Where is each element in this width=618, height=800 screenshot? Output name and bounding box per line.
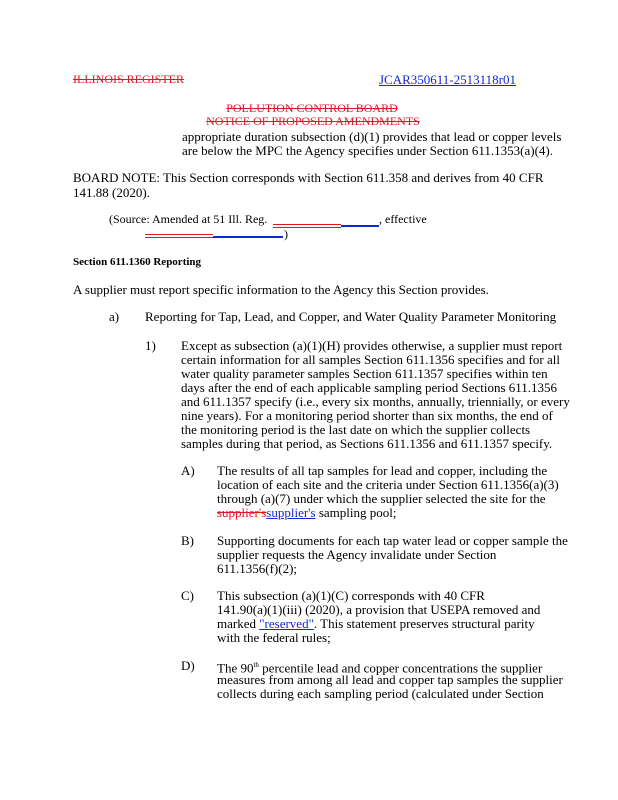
item-C-line-4: with the federal rules; <box>217 630 331 645</box>
item-D-line-1-tail: percentile lead and copper concentrations the supplier <box>258 660 543 676</box>
item-A-label: A) <box>181 463 195 478</box>
item-A-tail: sampling pool; <box>315 505 397 520</box>
item-1-line: water quality parameter samples Section 611.1357 specifies within ten <box>181 366 548 381</box>
deleted-text: supplier's <box>217 505 267 520</box>
item-C-line-3-tail: . This statement preserves structural parity <box>313 616 535 631</box>
item-C-label: C) <box>181 588 194 603</box>
jcar-code: JCAR350611-2513118r01 <box>379 72 516 87</box>
board-name: POLLUTION CONTROL BOARD <box>226 101 398 115</box>
section-heading: Section 611.1360 Reporting <box>73 256 202 268</box>
board-note-line-1: BOARD NOTE: This Section corresponds with Section 611.358 and derives from 40 CFR <box>73 170 544 185</box>
source-prefix: (Source: Amended at 51 Ill. Reg. <box>109 212 268 226</box>
item-C-line-3-prefix: marked <box>217 616 260 631</box>
item-D-line-2: measures from among all lead and copper tap samples the supplier <box>217 672 563 687</box>
item-1-line: samples during that period, as Sections 611.1356 and 611.1357 specify. <box>181 436 553 451</box>
item-D-line-3: collects during each sampling period (calculated under Section <box>217 686 544 701</box>
item-D-line-1-prefix: The 90 <box>217 660 254 676</box>
intro-text: A supplier must report specific information to the Agency this Section provides. <box>73 282 489 297</box>
source-suffix: , effective <box>379 212 427 226</box>
item-A-line: location of each site and the criteria under Section 611.1356(a)(3) <box>217 477 559 492</box>
item-1-line: days after the end of each applicable sampling period Sections 611.1356 <box>181 380 558 395</box>
source-date-red-1 <box>145 234 213 235</box>
item-A-line-4 <box>217 505 396 520</box>
item-B-label: B) <box>181 533 194 548</box>
source-close: ) <box>284 227 288 241</box>
item-B-line: 611.1356(f)(2); <box>217 561 298 576</box>
item-1-line: nine years). For a monitoring period shorter than six months, the end of <box>181 408 553 423</box>
inserted-text: "reserved" <box>259 616 314 631</box>
item-B-line: supplier requests the Agency invalidate under Section <box>217 547 497 562</box>
item-1-label: 1) <box>145 338 156 353</box>
subsection-a-label: a) <box>109 309 120 324</box>
item-D-label: D) <box>181 658 195 673</box>
notice-title: NOTICE OF PROPOSED AMENDMENTS <box>206 114 420 128</box>
continuation-line-2: are below the MPC the Agency specifies under Section 611.1353(a)(4). <box>182 143 554 158</box>
register-header: ILLINOIS REGISTER <box>73 72 184 86</box>
source-date-red-2 <box>145 237 213 238</box>
item-B-line: Supporting documents for each tap water lead or copper sample the <box>217 533 568 548</box>
board-note-line-2: 141.88 (2020). <box>73 185 150 200</box>
source-blank-blue <box>341 225 379 227</box>
item-A-line: The results of all tap samples for lead and copper, including the <box>217 463 548 478</box>
continuation-line-1: appropriate duration subsection (d)(1) provides that lead or copper levels <box>182 129 562 144</box>
item-C-line-3 <box>217 616 535 631</box>
source-blank-red-1 <box>273 224 341 225</box>
source-date-blue <box>213 236 283 238</box>
subsection-a-title: Reporting for Tap, Lead, and Copper, and Water Quality Parameter Monitoring <box>145 309 557 324</box>
item-1-line: and 611.1357 specify (i.e., every six months, annually, triennially, or every <box>181 394 570 409</box>
item-1-line: Except as subsection (a)(1)(H) provides otherwise, a supplier must report <box>181 338 563 353</box>
ordinal-suffix: th <box>253 661 259 669</box>
item-C-line-2: 141.90(a)(1)(iii) (2020), a provision that USEPA removed and <box>217 602 541 617</box>
item-1-line: certain information for all samples Section 611.1356 specifies and for all <box>181 352 560 367</box>
inserted-text: supplier's <box>266 505 316 520</box>
item-A-line: through (a)(7) under which the supplier selected the site for the <box>217 491 546 506</box>
item-C-line-1: This subsection (a)(1)(C) corresponds with 40 CFR <box>217 588 485 603</box>
item-1-line: the monitoring period is the last date on which the supplier collects <box>181 422 531 437</box>
